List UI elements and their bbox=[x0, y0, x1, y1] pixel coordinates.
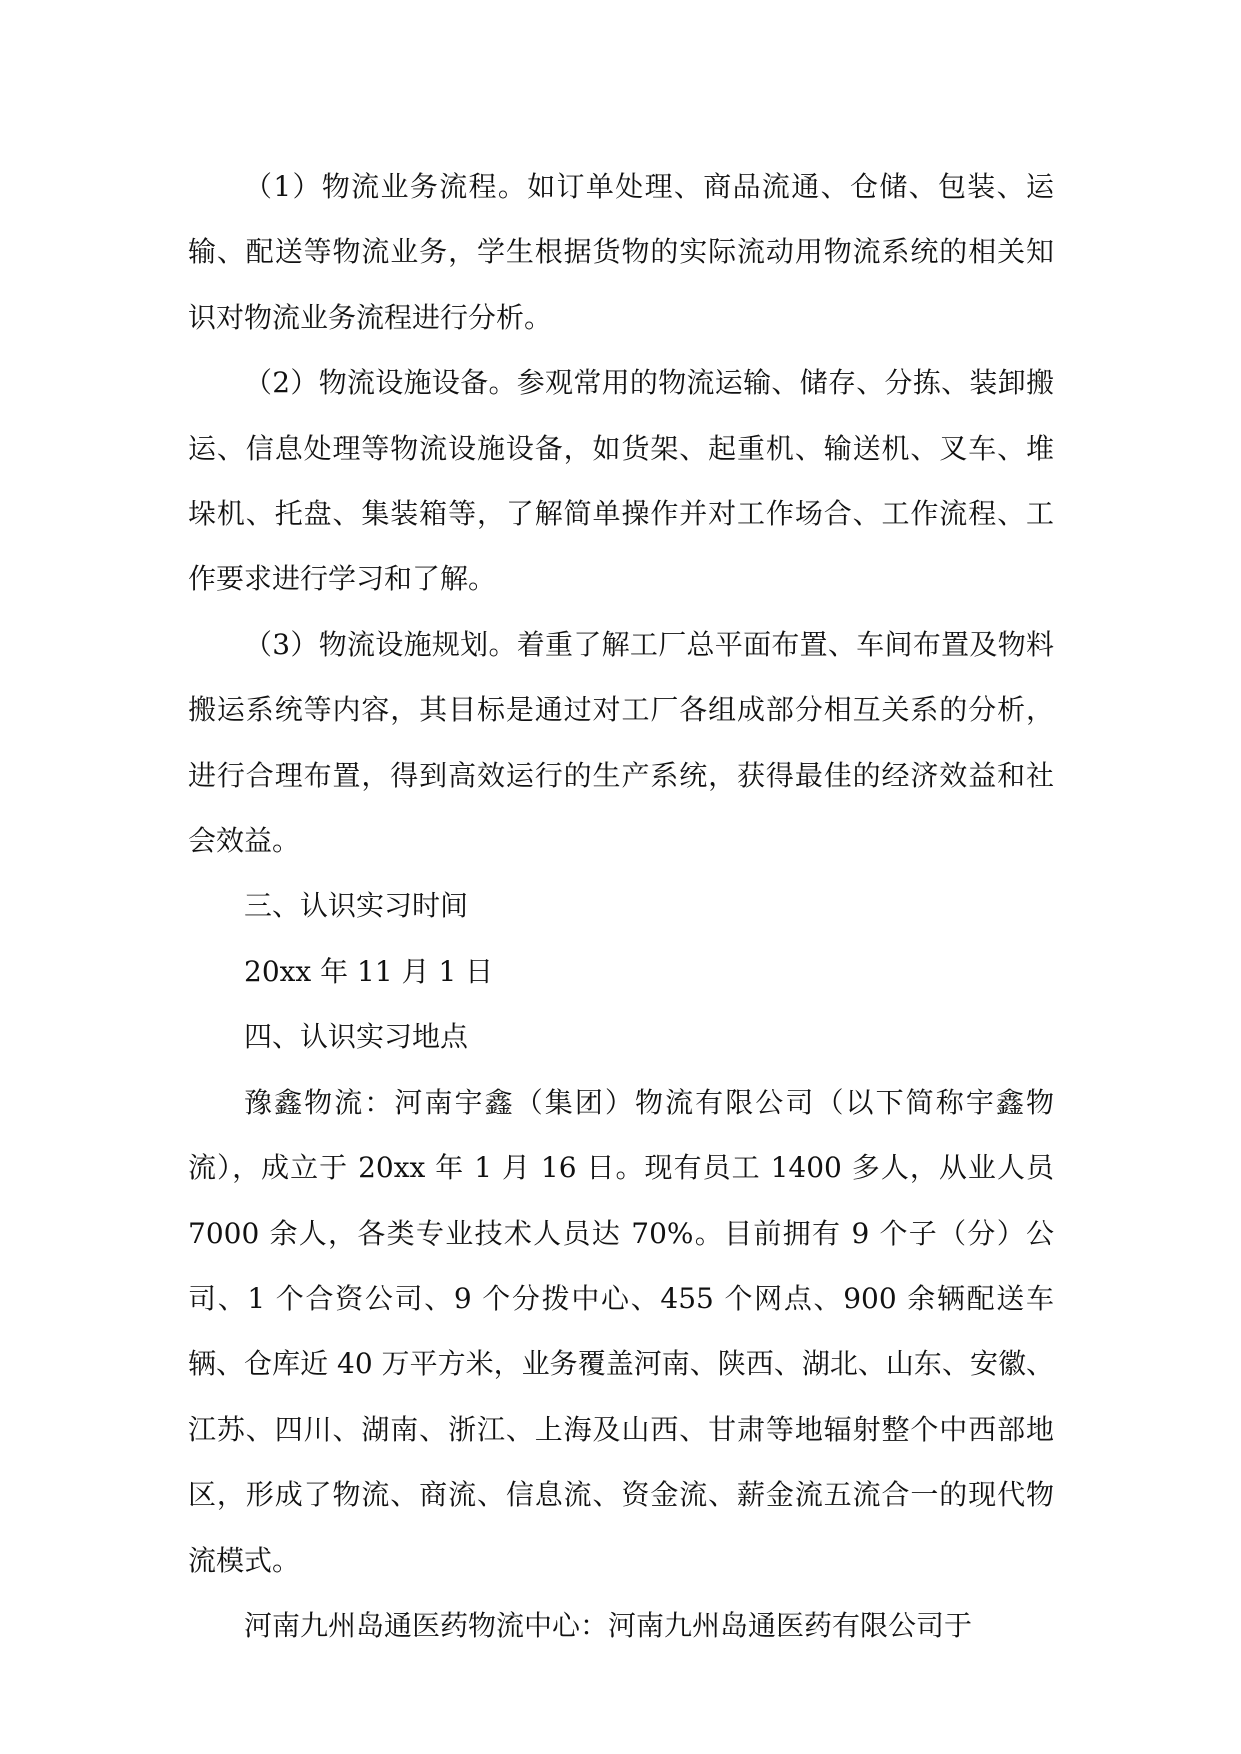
section-heading-time: 三、认识实习时间 bbox=[244, 889, 469, 923]
paragraph-internship-date: 20xx 年 11 月 1 日 bbox=[244, 954, 494, 988]
paragraph-logistics-process: （1）物流业务流程。如订单处理、商品流通、仓储、包装、运输、配送等物流业务，学生根据货物的实际流动用物流系统的相关知识对物流业务流程进行分析。 bbox=[188, 170, 1054, 334]
paragraph-logistics-equipment: （2）物流设施设备。参观常用的物流运输、储存、分拣、装卸搬运、信息处理等物流设施设备，如货架、起重机、输送机、叉车、堆垛机、托盘、集装箱等，了解简单操作并对工作场合、工作流程、工作要求进行学习和了解。 bbox=[188, 366, 1054, 596]
paragraph-jiuzhou-pharma: 河南九州岛通医药物流中心：河南九州岛通医药有限公司于 bbox=[244, 1608, 973, 1642]
paragraph-facility-planning: （3）物流设施规划。着重了解工厂总平面布置、车间布置及物料搬运系统等内容，其目标是通过对工厂各组成部分相互关系的分析，进行合理布置，得到高效运行的生产系统，获得最佳的经济效益和社会效益。 bbox=[188, 627, 1054, 858]
section-heading-location: 四、认识实习地点 bbox=[244, 1020, 469, 1054]
paragraph-yuxin-logistics: 豫鑫物流：河南宇鑫（集团）物流有限公司（以下简称宇鑫物流），成立于 20xx 年 1 月 16 日。现有员工 1400 多人，从业人员 7000 余人，各类专业技术人员达 70%。目前拥有 9 个子（分）公司、1 个合资公司、9 个分拨中心、455 个网点、900 余辆配送车辆、仓库近 40 万平方米，业务覆盖河南、陕西、湖北、山东、安徽、江苏、四川、湖南、浙江、上海及山西、甘肃等地辐射整个中西部地区，形成了物流、商流、信息流、资金流、薪金流五流合一的现代物流模式。 bbox=[188, 1085, 1054, 1577]
document-body bbox=[188, 154, 1054, 1658]
